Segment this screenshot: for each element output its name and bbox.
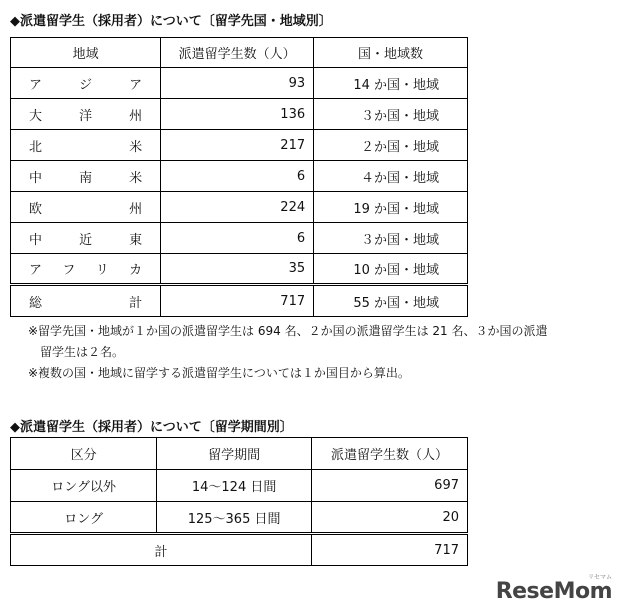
header-region: 地域 xyxy=(11,38,161,68)
region-char: ジ xyxy=(79,77,93,93)
countries-cell: ４か国・地域 xyxy=(314,161,468,192)
region-name xyxy=(19,198,152,217)
region-name xyxy=(19,229,152,248)
students-cell: 217 xyxy=(161,130,314,161)
table-row xyxy=(11,192,468,223)
table-row xyxy=(11,99,468,130)
total-countries-cell: 55 か国・地域 xyxy=(314,285,468,317)
header-category: 区分 xyxy=(11,438,157,470)
region-cell xyxy=(11,161,161,192)
region-char: フ xyxy=(62,263,76,278)
region-char: 州 xyxy=(129,201,143,217)
region-char: 東 xyxy=(129,232,143,248)
section2-heading: ◆派遣留学生（採用者）について〔留学期間別〕 xyxy=(10,420,293,435)
students-cell: 93 xyxy=(161,68,314,99)
region-char: 総 xyxy=(29,295,43,311)
logo-kana: リセマム xyxy=(588,574,612,581)
countries-cell: ３か国・地域 xyxy=(314,223,468,254)
students-cell: 35 xyxy=(161,254,314,285)
period-cell: 125～365 日間 xyxy=(157,502,312,534)
table-row xyxy=(11,161,468,192)
region-name xyxy=(19,74,152,93)
students-cell: 20 xyxy=(311,502,467,534)
region-name xyxy=(19,292,152,311)
region-char: 米 xyxy=(129,139,143,155)
region-char: 洋 xyxy=(79,108,93,124)
countries-cell: ２か国・地域 xyxy=(314,130,468,161)
countries-cell: ３か国・地域 xyxy=(314,99,468,130)
region-cell xyxy=(11,99,161,130)
total-label-cell xyxy=(11,285,161,317)
region-char: 北 xyxy=(29,139,43,155)
category-cell: ロング xyxy=(11,502,157,534)
region-char: 州 xyxy=(129,108,143,124)
header-period: 留学期間 xyxy=(157,438,312,470)
region-cell xyxy=(11,68,161,99)
region-char: リ xyxy=(95,263,109,278)
period-table xyxy=(10,437,468,566)
note-line: ※留学先国・地域が１か国の派遣留学生は 694 名、２か国の派遣留学生は 21 名、３か国の派遣 xyxy=(28,324,548,338)
region-char: 欧 xyxy=(29,201,43,217)
countries-cell: 19 か国・地域 xyxy=(314,192,468,223)
region-cell xyxy=(11,254,161,285)
region-cell xyxy=(11,223,161,254)
total-row xyxy=(11,534,468,566)
table-header-row xyxy=(11,438,468,470)
note-line: ※複数の国・地域に留学する派遣留学生については１か国目から算出。 xyxy=(28,366,410,380)
region-name xyxy=(19,167,152,186)
students-cell: 697 xyxy=(311,470,467,502)
region-char: 南 xyxy=(79,170,93,186)
table-row xyxy=(11,502,468,534)
students-cell: 136 xyxy=(161,99,314,130)
total-students-cell: 717 xyxy=(311,534,467,566)
students-cell: 224 xyxy=(161,192,314,223)
region-char: 米 xyxy=(129,170,143,186)
table-row xyxy=(11,470,468,502)
region-table xyxy=(10,37,468,317)
note-line: 留学生は２名。 xyxy=(28,345,125,359)
total-students-cell: 717 xyxy=(161,285,314,317)
region-name xyxy=(19,259,152,278)
countries-cell: 10 か国・地域 xyxy=(314,254,468,285)
region-char: 大 xyxy=(29,108,43,124)
region-char: ア xyxy=(29,263,43,278)
region-name xyxy=(19,105,152,124)
notes xyxy=(28,321,548,384)
total-row xyxy=(11,285,468,317)
total-label-cell: 計 xyxy=(11,534,312,566)
region-char: カ xyxy=(129,263,143,278)
region-name xyxy=(19,136,152,155)
table-row xyxy=(11,130,468,161)
table-row xyxy=(11,68,468,99)
header-countries: 国・地域数 xyxy=(314,38,468,68)
region-char: 中 xyxy=(29,170,43,186)
region-char: ア xyxy=(129,77,143,93)
table-header-row xyxy=(11,38,468,68)
header-students: 派遣留学生数（人） xyxy=(311,438,467,470)
header-students: 派遣留学生数（人） xyxy=(161,38,314,68)
section1-heading: ◆派遣留学生（採用者）について〔留学先国・地域別〕 xyxy=(10,14,332,29)
region-char: 中 xyxy=(29,232,43,248)
region-char: ア xyxy=(29,77,43,93)
students-cell: 6 xyxy=(161,161,314,192)
period-cell: 14～124 日間 xyxy=(157,470,312,502)
region-cell xyxy=(11,130,161,161)
students-cell: 6 xyxy=(161,223,314,254)
region-char: 計 xyxy=(129,295,143,311)
logo-text: ReseMom xyxy=(495,579,612,604)
countries-cell: 14 か国・地域 xyxy=(314,68,468,99)
region-cell xyxy=(11,192,161,223)
category-cell: ロング以外 xyxy=(11,470,157,502)
region-char: 近 xyxy=(79,232,93,248)
resemom-logo xyxy=(495,574,612,604)
table-row xyxy=(11,254,468,285)
table-row xyxy=(11,223,468,254)
